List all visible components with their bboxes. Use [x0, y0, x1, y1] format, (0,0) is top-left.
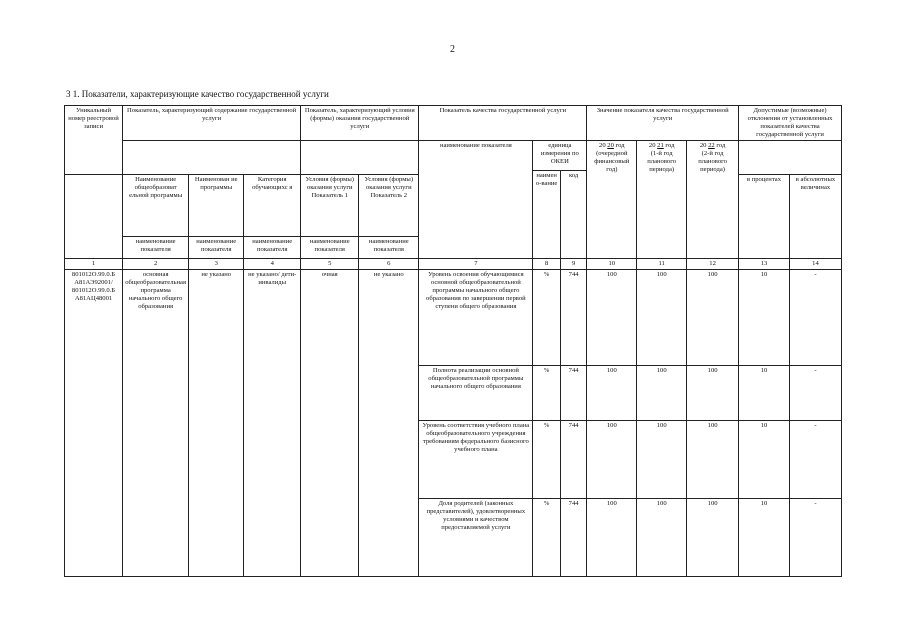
- unit-name: %: [533, 499, 560, 577]
- header-deviation-group: Допустимые (возможные) отклонения от установленных показателей качества государственной услуги: [739, 106, 842, 141]
- header-registry-sub-empty: [65, 175, 123, 259]
- header-sub-cond1: Условия (формы) оказания услуги Показатель 1 наименование показателя: [301, 175, 359, 259]
- column-number: 4: [244, 259, 301, 270]
- header-content-empty: [123, 141, 301, 175]
- registry-number: 801012О.99.0.Б А81АЭ92001/ 801012О.99.0.Б А81АЦ48001: [65, 270, 123, 577]
- deviation-percent: 10: [739, 421, 790, 499]
- condition-2-value: не указано: [359, 270, 419, 577]
- programs-value: не указано: [189, 270, 244, 577]
- header-row-2: [65, 141, 842, 171]
- column-number: 8: [533, 259, 560, 270]
- unit-name: %: [533, 366, 560, 421]
- header-year-2: 20 21 год (1-й год планового периода): [637, 141, 687, 259]
- header-value-group: Значение показателя качества государственной услуги: [587, 106, 739, 141]
- header-quality-group: Показатель качества государственной услуги: [419, 106, 587, 141]
- student-category: не указано/ дети-инвалиды: [244, 270, 301, 577]
- column-number: 2: [123, 259, 189, 270]
- header-sub-cond2: Условия (формы) оказания услуги Показатель 2 наименование показателя: [359, 175, 419, 259]
- header-year-3: 20 22 год (2-й год планового периода): [687, 141, 739, 259]
- unit-name: %: [533, 421, 560, 499]
- education-form: очная: [301, 270, 359, 577]
- value-2020: 100: [587, 499, 637, 577]
- header-dev-absolute: в абсолютных величинах: [789, 175, 841, 259]
- value-2021: 100: [637, 499, 687, 577]
- indicator-name: Уровень освоения обучающимися основной общеобразовательной программы начального общего образования по завершении первой ступени общего образования: [419, 270, 533, 366]
- header-year-1: 20 20 год (очередной финансовый год): [587, 141, 637, 259]
- value-2020: 100: [587, 421, 637, 499]
- column-number: 1: [65, 259, 123, 270]
- column-number: 3: [189, 259, 244, 270]
- header-unique-number: Уникальный номер реестровой записи: [65, 106, 123, 175]
- deviation-percent: 10: [739, 366, 790, 421]
- value-2020: 100: [587, 270, 637, 366]
- deviation-absolute: -: [789, 270, 841, 366]
- deviation-absolute: -: [789, 366, 841, 421]
- unit-code: 744: [560, 421, 586, 499]
- header-okei-unit: единица измерения по ОКЕИ: [533, 141, 587, 171]
- column-number: 5: [301, 259, 359, 270]
- header-content-group: Показатель, характеризующий содержание государственной услуги: [123, 106, 301, 141]
- deviation-absolute: -: [789, 421, 841, 499]
- unit-code: 744: [560, 366, 586, 421]
- header-sub-programs: Наименован ие программы наименование показателя: [189, 175, 244, 259]
- value-2020: 100: [587, 366, 637, 421]
- header-sub-edu-program: Наименование общеобразоват ельной программы наименование показателя: [123, 175, 189, 259]
- indicator-name: Уровень соответствия учебного плана общеобразовательного учреждения требованиям федерального базисного учебного плана: [419, 421, 533, 499]
- header-sub-student-category: Категория обучающихс я наименование показателя: [244, 175, 301, 259]
- unit-code: 744: [560, 499, 586, 577]
- column-number: 7: [419, 259, 533, 270]
- table-row: [65, 270, 842, 366]
- column-number: 11: [637, 259, 687, 270]
- deviation-percent: 10: [739, 270, 790, 366]
- column-number: 14: [789, 259, 841, 270]
- header-okei-code: код: [560, 171, 586, 259]
- value-2022: 100: [687, 421, 739, 499]
- value-2022: 100: [687, 366, 739, 421]
- header-conditions-group: Показатель, характеризующий условия (формы) оказания государственной услуги: [301, 106, 419, 141]
- deviation-absolute: -: [789, 499, 841, 577]
- program-name: основная общеобразовательная программа начального общего образования: [123, 270, 189, 577]
- value-2021: 100: [637, 421, 687, 499]
- value-2021: 100: [637, 270, 687, 366]
- column-number-row: [65, 259, 842, 270]
- header-row-1: [65, 106, 842, 141]
- header-indicator-name: наименование показателя: [419, 141, 533, 259]
- header-conditions-empty: [301, 141, 419, 175]
- column-number: 12: [687, 259, 739, 270]
- header-dev-percent: в процентах: [739, 175, 790, 259]
- deviation-percent: 10: [739, 499, 790, 577]
- unit-code: 744: [560, 270, 586, 366]
- column-number: 6: [359, 259, 419, 270]
- indicator-name: Полнота реализации основной общеобразовательной программы начального общего образования: [419, 366, 533, 421]
- header-okei-name: наимено-вание: [533, 171, 560, 259]
- section-title: 3 1. Показатели, характеризующие качество государственной услуги: [66, 89, 329, 99]
- page-number: 2: [450, 44, 455, 55]
- indicator-name: Доля родителей (законных представителей), удовлетворенных условиями и качеством предоставляемой услуги: [419, 499, 533, 577]
- column-number: 9: [560, 259, 586, 270]
- unit-name: %: [533, 270, 560, 366]
- value-2022: 100: [687, 270, 739, 366]
- header-deviation-empty: [739, 141, 842, 175]
- value-2021: 100: [637, 366, 687, 421]
- column-number: 13: [739, 259, 790, 270]
- column-number: 10: [587, 259, 637, 270]
- value-2022: 100: [687, 499, 739, 577]
- quality-indicators-table: [64, 105, 842, 577]
